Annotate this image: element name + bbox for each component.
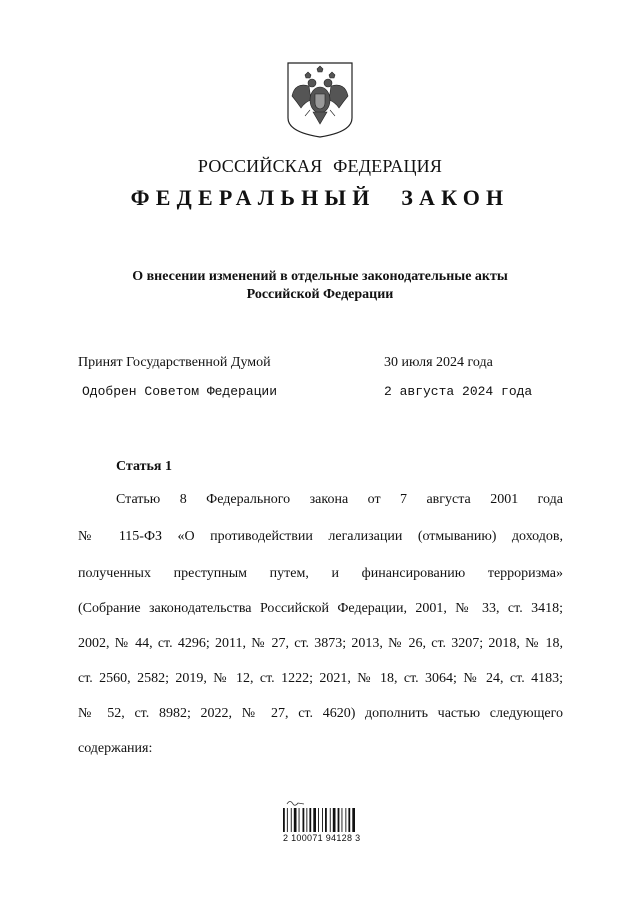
article-line: полученных преступным путем, и финансированию терроризма» — [78, 566, 563, 581]
article-line: 2002, № 44, ст. 4296; 2011, № 27, ст. 3873; 2013, № 26, ст. 3207; 2018, № 18, — [78, 636, 563, 651]
law-title — [0, 268, 640, 304]
article-line: (Собрание законодательства Российской Федерации, 2001, № 33, ст. 3418; — [78, 601, 563, 616]
barcode-number: 2 100071 94128 3 — [283, 833, 361, 843]
law-title-line-1: О внесении изменений в отдельные законодательные акты — [132, 269, 508, 284]
approval-date: 2 августа 2024 года — [384, 384, 533, 399]
article-title: Статья 1 — [116, 459, 172, 474]
adoption-label: Принят Государственной Думой — [78, 355, 271, 370]
barcode-graphic — [281, 798, 363, 832]
article-line: ст. 2560, 2582; 2019, № 12, ст. 1222; 2021, № 18, ст. 3064; № 24, ст. 4183; — [78, 671, 563, 686]
document-type: ФЕДЕРАЛЬНЫЙ ЗАКОН — [130, 185, 510, 210]
article-line: содержания: — [78, 741, 153, 756]
article-line: № 115-ФЗ «О противодействии легализации (отмыванию) доходов, — [78, 529, 563, 544]
article-line: № 52, ст. 8982; 2022, № 27, ст. 4620) дополнить частью следующего — [78, 706, 563, 721]
law-title-line-2: Российской Федерации — [246, 287, 394, 302]
approval-label: Одобрен Советом Федерации — [82, 384, 278, 399]
adoption-date: 30 июля 2024 года — [384, 355, 493, 370]
double-headed-eagle-icon — [287, 62, 353, 138]
coat-of-arms-emblem — [287, 62, 353, 138]
article-line: Статью 8 Федерального закона от 7 августа 2001 года — [116, 492, 563, 507]
country-name: РОССИЙСКАЯ ФЕДЕРАЦИЯ — [197, 156, 443, 176]
